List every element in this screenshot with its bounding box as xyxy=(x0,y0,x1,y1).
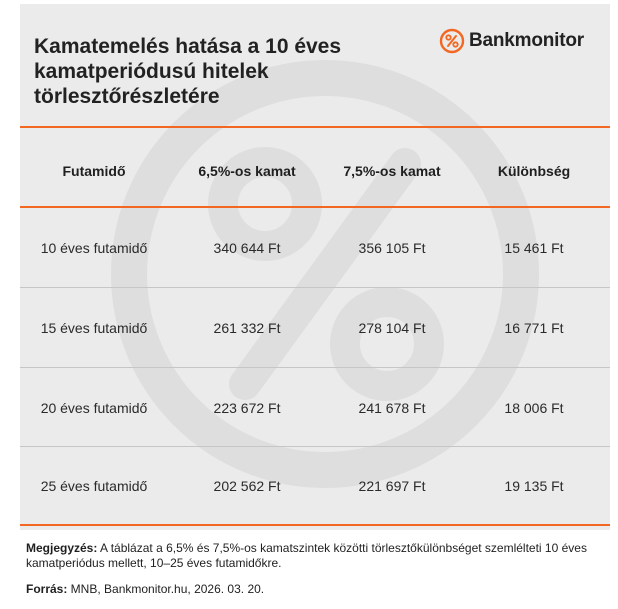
header-top-divider xyxy=(20,126,610,128)
page-title: Kamatemelés hatása a 10 éves kamatperiódusú hitelek törlesztőrészletére xyxy=(34,35,342,108)
rate-7-5-cell: 356 105 Ft xyxy=(358,240,426,256)
rate-6-5-cell: 340 644 Ft xyxy=(213,240,281,256)
rate-6-5-cell: 261 332 Ft xyxy=(213,320,281,336)
difference-cell: 18 006 Ft xyxy=(504,400,564,416)
term-cell: 15 éves futamidő xyxy=(40,320,148,336)
difference-cell: 16 771 Ft xyxy=(504,320,564,336)
table-row xyxy=(20,288,610,368)
source-label: Forrás: xyxy=(26,582,68,596)
term-cell: 10 éves futamidő xyxy=(40,240,148,256)
percent-circle-icon xyxy=(439,28,465,54)
rate-6-5-cell: 223 672 Ft xyxy=(213,400,281,416)
difference-cell: 15 461 Ft xyxy=(504,240,564,256)
term-cell: 20 éves futamidő xyxy=(40,400,148,416)
difference-cell: 19 135 Ft xyxy=(504,478,564,494)
column-header-rate-6-5: 6,5%-os kamat xyxy=(198,163,296,179)
rate-7-5-cell: 278 104 Ft xyxy=(358,320,426,336)
logo-text: Bankmonitor xyxy=(469,30,584,51)
infographic-card xyxy=(20,4,610,530)
table-bottom-divider xyxy=(20,524,610,526)
source-text: MNB, Bankmonitor.hu, 2026. 03. 20. xyxy=(67,582,265,596)
table-row xyxy=(20,368,610,448)
bankmonitor-logo xyxy=(439,28,584,54)
rate-7-5-cell: 221 697 Ft xyxy=(358,478,426,494)
column-header-term: Futamidő xyxy=(62,163,126,179)
footnote-label: Megjegyzés: xyxy=(26,541,98,555)
table-row xyxy=(20,208,610,288)
column-header-rate-7-5: 7,5%-os kamat xyxy=(343,163,441,179)
footnote-text: A táblázat a 6,5% és 7,5%-os kamatszintek közötti törlesztőkülönbséget szemlélteti 10 éves kamatperiódus mellett, 10–25 éves futamidőkre. xyxy=(26,541,587,570)
table-row xyxy=(20,447,610,525)
column-header-difference: Különbség xyxy=(497,163,571,179)
table-header xyxy=(20,134,610,208)
rate-6-5-cell: 202 562 Ft xyxy=(213,478,281,494)
source-line xyxy=(26,582,264,596)
term-cell: 25 éves futamidő xyxy=(40,478,148,494)
footnote xyxy=(26,541,606,571)
rate-7-5-cell: 241 678 Ft xyxy=(358,400,426,416)
